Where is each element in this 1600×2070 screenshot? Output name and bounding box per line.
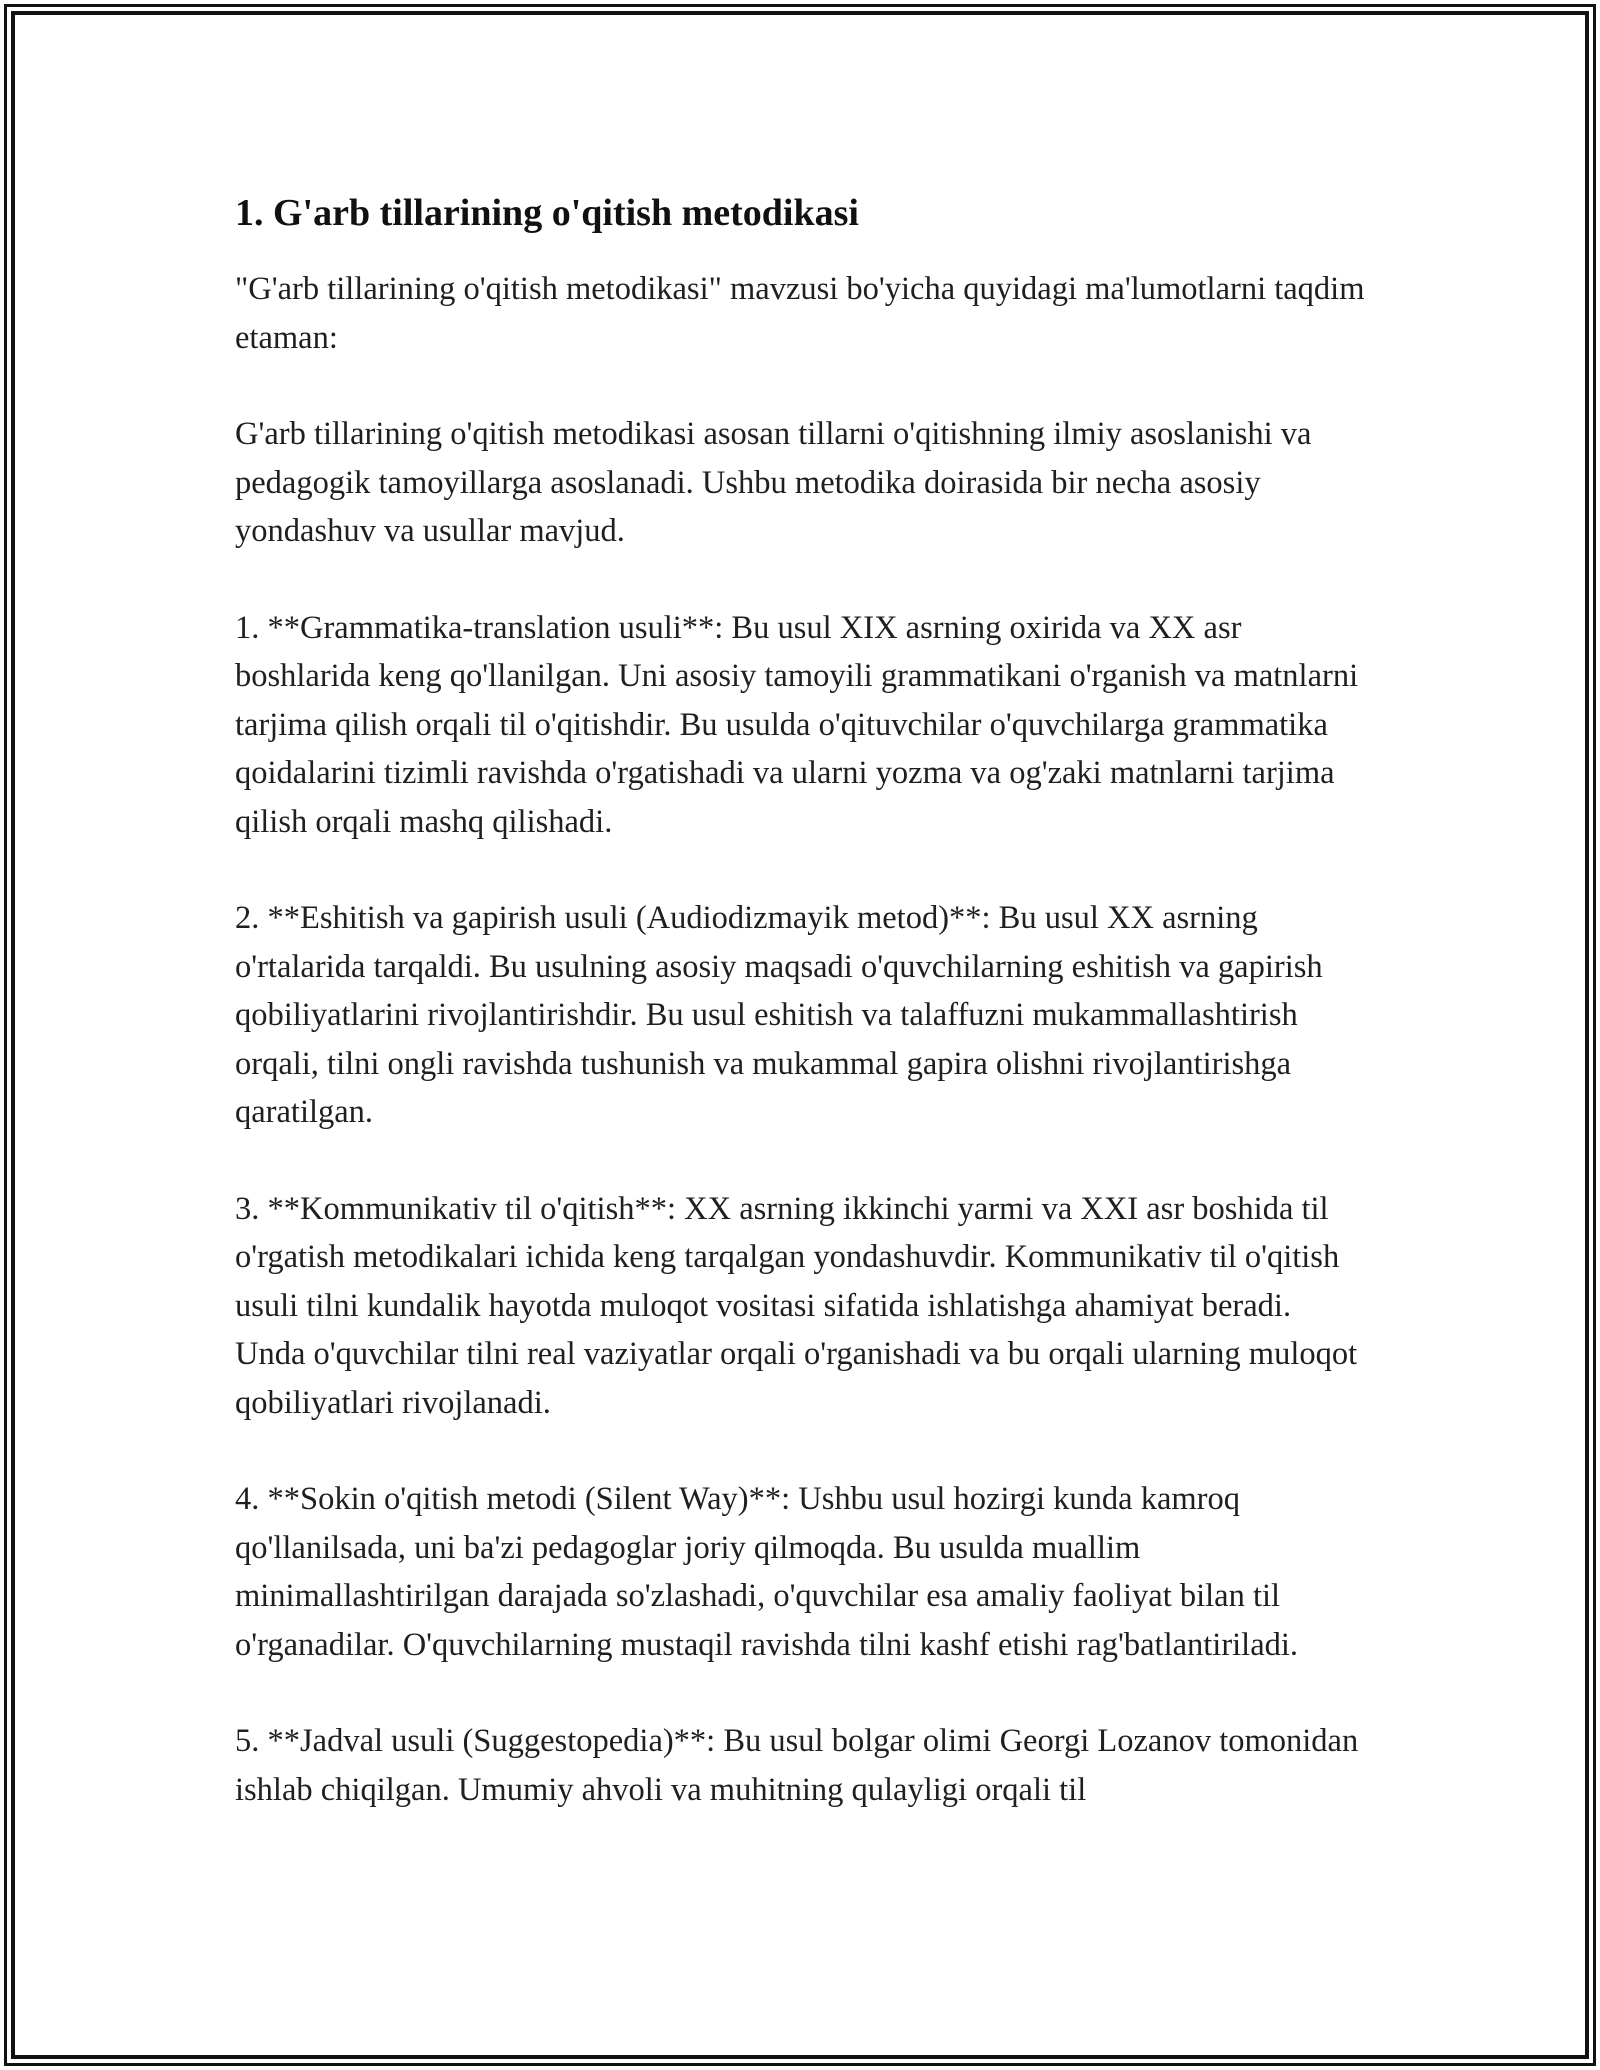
paragraph-overview: G'arb tillarining o'qitish metodikasi asosan tillarni o'qitishning ilmiy asoslanishi va pedagogik tamoyillarga asoslanadi. Ushbu metodika doirasida bir necha asosiy yondashuv va usullar mavjud. xyxy=(235,416,1312,549)
document-title: 1. G'arb tillarining o'qitish metodikasi xyxy=(235,192,859,234)
paragraph-method-3: 3. **Kommunikativ til o'qitish**: XX asrning ikkinchi yarmi va XXI asr boshida til o'rgatish metodikalari ichida keng tarqalgan yondashuvdir. Kommunikativ til o'qitish usuli tilni kundalik hayotda muloqot vositasi sifatida ishlatishga ahamiyat beradi. Unda o'quvchilar tilni real vaziyatlar orqali o'rganishadi va bu orqali ularning muloqot qobiliyatlari rivojlanadi. xyxy=(235,1190,1358,1421)
paragraph-method-4: 4. **Sokin o'qitish metodi (Silent Way)**: Ushbu usul hozirgi kunda kamroq qo'llanilsada, uni ba'zi pedagoglar joriy qilmoqda. Bu usulda muallim minimallashtirilgan darajada so'zlashadi, o'quvchilar esa amaliy faoliyat bilan til o'rganadilar. O'quvchilarning mustaqil ravishda tilni kashf etishi rag'batlantiriladi. xyxy=(235,1481,1299,1663)
paragraph-intro: "G'arb tillarining o'qitish metodikasi" mavzusi bo'yicha quyidagi ma'lumotlarni taqdim etaman: xyxy=(235,271,1365,356)
document-body xyxy=(235,183,1365,1862)
paragraph-method-5: 5. **Jadval usuli (Suggestopedia)**: Bu usul bolgar olimi Georgi Lozanov tomonidan ishlab chiqilgan. Umumiy ahvoli va muhitning qulayligi orqali til xyxy=(235,1723,1359,1808)
paragraph-method-2: 2. **Eshitish va gapirish usuli (Audiodizmayik metod)**: Bu usul XX asrning o'rtalarida tarqaldi. Bu usulning asosiy maqsadi o'quvchilarning eshitish va gapirish qobiliyatlarini rivojlantirishdir. Bu usul eshitish va talaffuzni mukammallashtirish orqali, tilni ongli ravishda tushunish va mukammal gapira olishni rivojlantirishga qaratilgan. xyxy=(235,900,1323,1130)
paragraph-method-1: 1. **Grammatika-translation usuli**: Bu usul XIX asrning oxirida va XX asr boshlarida keng qo'llanilgan. Uni asosiy tamoyili grammatikani o'rganish va matnlarni tarjima qilish orqali til o'qitishdir. Bu usulda o'qituvchilar o'quvchilarga grammatika qoidalarini tizimli ravishda o'rgatishadi va ularni yozma va og'zaki matnlarni tarjima qilish orqali mashq qilishadi. xyxy=(235,609,1359,840)
